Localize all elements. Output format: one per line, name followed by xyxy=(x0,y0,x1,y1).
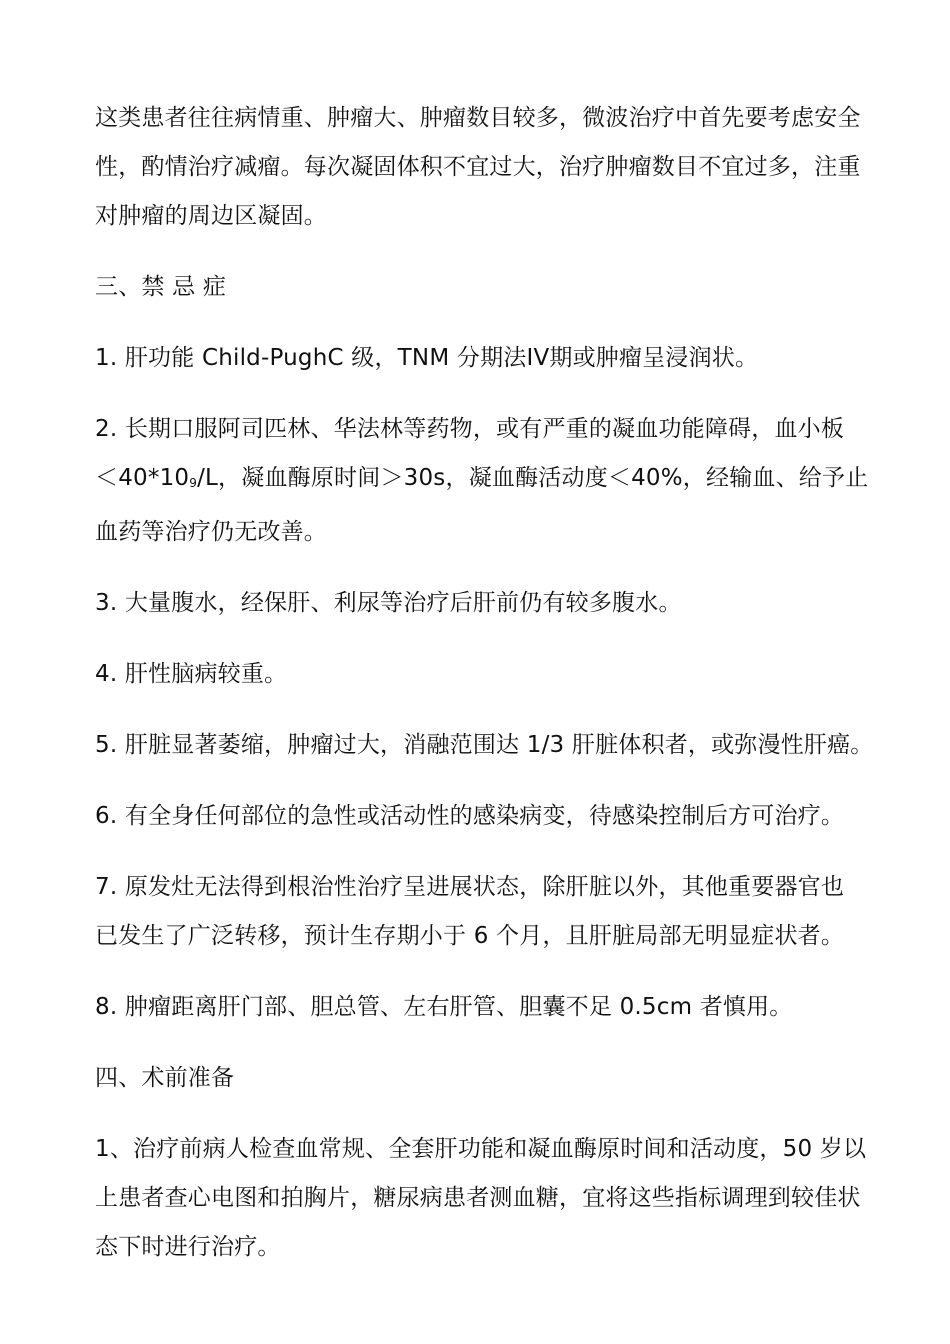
paragraph-gap xyxy=(95,770,871,792)
text-line: 态下时进行治疗。 xyxy=(95,1234,281,1260)
subscript: 9 xyxy=(189,476,198,490)
contraindication-item-6: 6. 有全身任何部位的急性或活动性的感染病变，待感染控制后方可治疗。 xyxy=(95,803,845,829)
paragraph-gap xyxy=(95,841,871,863)
intro-paragraph xyxy=(95,94,871,241)
contraindication-item-7 xyxy=(95,863,871,961)
text-line: 1、治疗前病人检查血常规、全套肝功能和凝血酶原时间和活动度，50 岁以 xyxy=(95,1136,867,1162)
paragraph-gap xyxy=(95,312,871,334)
text-line: 血药等治疗仍无改善。 xyxy=(95,519,327,545)
contraindication-item-1: 1. 肝功能 Child-PughC 级，TNM 分期法IV期或肿瘤呈浸润状。 xyxy=(95,345,759,371)
contraindication-item-2 xyxy=(95,405,871,557)
text-line: 2. 长期口服阿司匹林、华法林等药物，或有严重的凝血功能障碍，血小板 xyxy=(95,416,845,442)
text-line: 这类患者往往病情重、肿瘤大、肿瘤数目较多，微波治疗中首先要考虑安全 xyxy=(95,105,861,131)
section-heading-contraindications: 三、禁 忌 症 xyxy=(95,274,227,300)
text-line: 7. 原发灶无法得到根治性治疗呈进展状态，除肝脏以外，其他重要器官也 xyxy=(95,874,845,900)
text-fragment: /L，凝血酶原时间＞30s，凝血酶活动度＜40%，经输血、给予止 xyxy=(197,465,869,491)
preparation-item-1 xyxy=(95,1125,871,1272)
paragraph-gap xyxy=(95,961,871,983)
document-page xyxy=(95,94,874,1272)
text-line: 对肿瘤的周边区凝固。 xyxy=(95,203,327,229)
contraindication-item-3: 3. 大量腹水，经保肝、利尿等治疗后肝前仍有较多腹水。 xyxy=(95,590,682,616)
paragraph-gap xyxy=(95,628,871,650)
paragraph-gap xyxy=(95,241,871,263)
paragraph-gap xyxy=(95,699,871,721)
contraindication-item-8: 8. 肿瘤距离肝门部、胆总管、左右肝管、胆囊不足 0.5cm 者慎用。 xyxy=(95,994,793,1020)
contraindication-item-4: 4. 肝性脑病较重。 xyxy=(95,661,288,687)
paragraph-gap xyxy=(95,383,871,405)
paragraph-gap xyxy=(95,1103,871,1125)
text-line: 已发生了广泛转移，预计生存期小于 6 个月，且肝脏局部无明显症状者。 xyxy=(95,923,845,949)
text-fragment: ＜40*10 xyxy=(95,465,190,491)
text-line: 性，酌情治疗减瘤。每次凝固体积不宜过大，治疗肿瘤数目不宜过多，注重 xyxy=(95,154,861,180)
section-heading-preparation: 四、术前准备 xyxy=(95,1065,235,1091)
paragraph-gap xyxy=(95,557,871,579)
text-line xyxy=(95,454,871,508)
contraindication-item-5: 5. 肝脏显著萎缩，肿瘤过大，消融范围达 1/3 肝脏体积者，或弥漫性肝癌。 xyxy=(95,732,874,758)
text-line: 上患者查心电图和拍胸片，糖尿病患者测血糖，宜将这些指标调理到较佳状 xyxy=(95,1185,861,1211)
paragraph-gap xyxy=(95,1032,871,1054)
